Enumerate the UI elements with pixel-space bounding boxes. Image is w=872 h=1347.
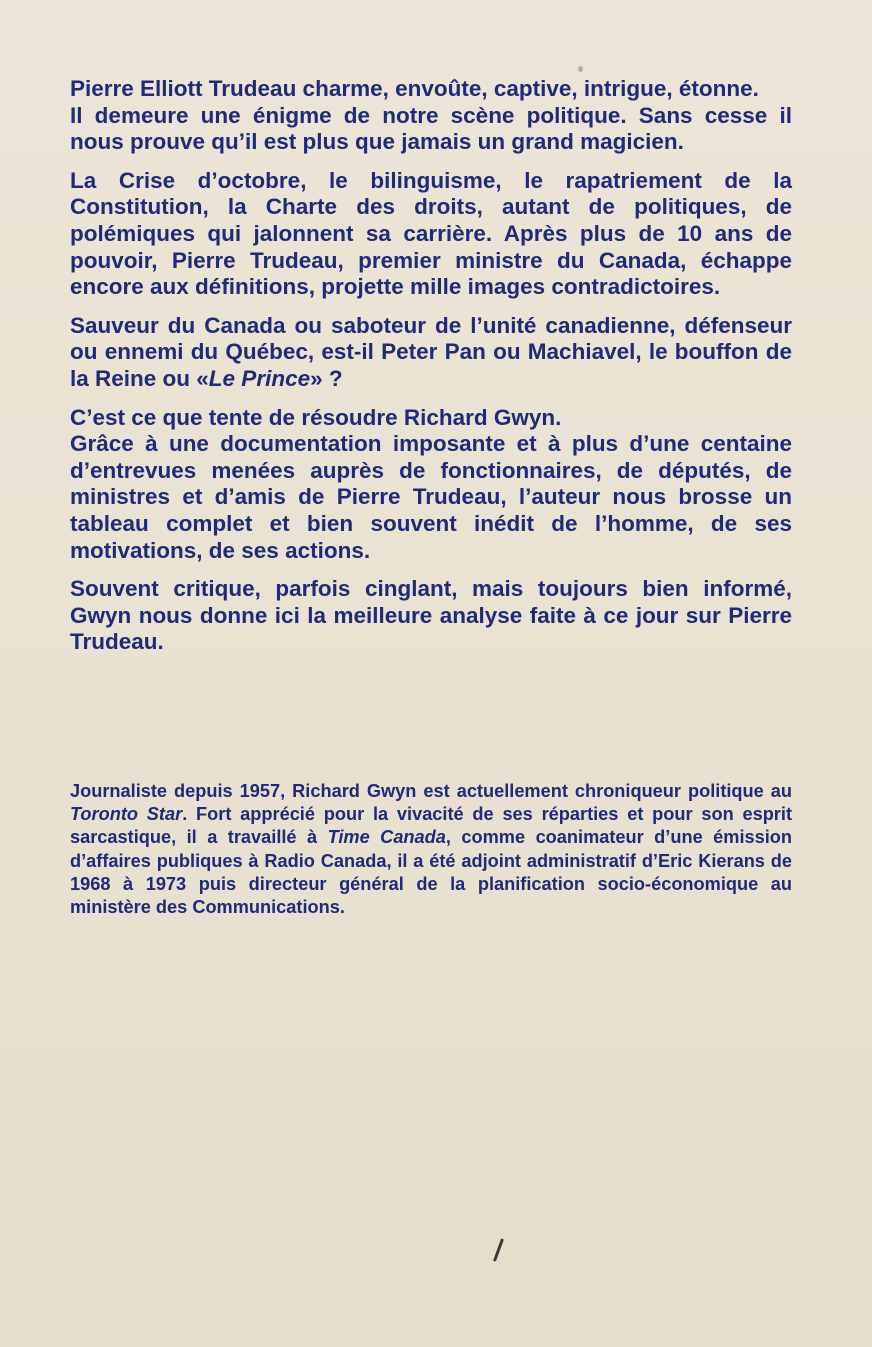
paragraph-intro [70,76,792,156]
intro-line-1: Pierre Elliott Trudeau charme, envoûte, captive, intrigue, étonne. [70,76,759,101]
paragraph-question [70,313,792,393]
question-text: Sauveur du Canada ou saboteur de l’unité canadienne, défenseur ou ennemi du Québec, est-il Peter Pan ou Machiavel, le bouffon de la Reine ou « [70,312,792,391]
question-italic-title: Le Prince [208,365,311,391]
bio-italic-1: Toronto Star [70,804,183,825]
author-line-2: Grâce à une documentation imposante et à plus d’une centaine d’entrevues menées auprès de fonctionnaires, de députés, de ministres et d’amis de Pierre Trudeau, l’auteur nous brosse un tableau complet et bien souvent inédit de l’homme, de ses motivations, de ses actions. [70,431,792,563]
question-end: » ? [310,365,343,391]
bio-part-3: , comme coanimateur d’une émission d’affaires publiques à Radio Canada, il a été adjoint administratif d’Eric Kierans de 1968 à 1973 puis directeur général de la planification socio-économique au ministère des Communications. [70,827,792,918]
bio-part-1: Journaliste depuis 1957, Richard Gwyn est actuellement chroniqueur politique au [70,781,792,801]
bio-paragraph [70,780,792,919]
paragraph-career: La Crise d’octobre, le bilinguisme, le rapatriement de la Constitution, la Charte des droits, autant de politiques, de polémiques qui jalonnent sa carrière. Après plus de 10 ans de pouvoir, Pierre Trudeau, premier ministre du Canada, échappe encore aux définitions, projette mille images contradictoires. [70,167,792,300]
intro-line-2: Il demeure une énigme de notre scène politique. Sans cesse il nous prouve qu’il est plus que jamais un grand magicien. [70,102,792,155]
paper-speck [578,66,583,72]
paragraph-author [70,405,792,565]
pen-mark [493,1238,504,1262]
bio-part-2: . Fort apprécié pour la vivacité de ses réparties et pour son esprit sarcastique, il a travaillé à [70,804,792,848]
author-line-1: C’est ce que tente de résoudre Richard Gwyn. [70,404,562,430]
author-bio [70,780,792,919]
paragraph-conclusion: Souvent critique, parfois cinglant, mais toujours bien informé, Gwyn nous donne ici la meilleure analyse faite à ce jour sur Pierre Trudeau. [70,576,792,655]
blurb [70,76,792,668]
bio-italic-2: Time Canada [327,827,446,848]
